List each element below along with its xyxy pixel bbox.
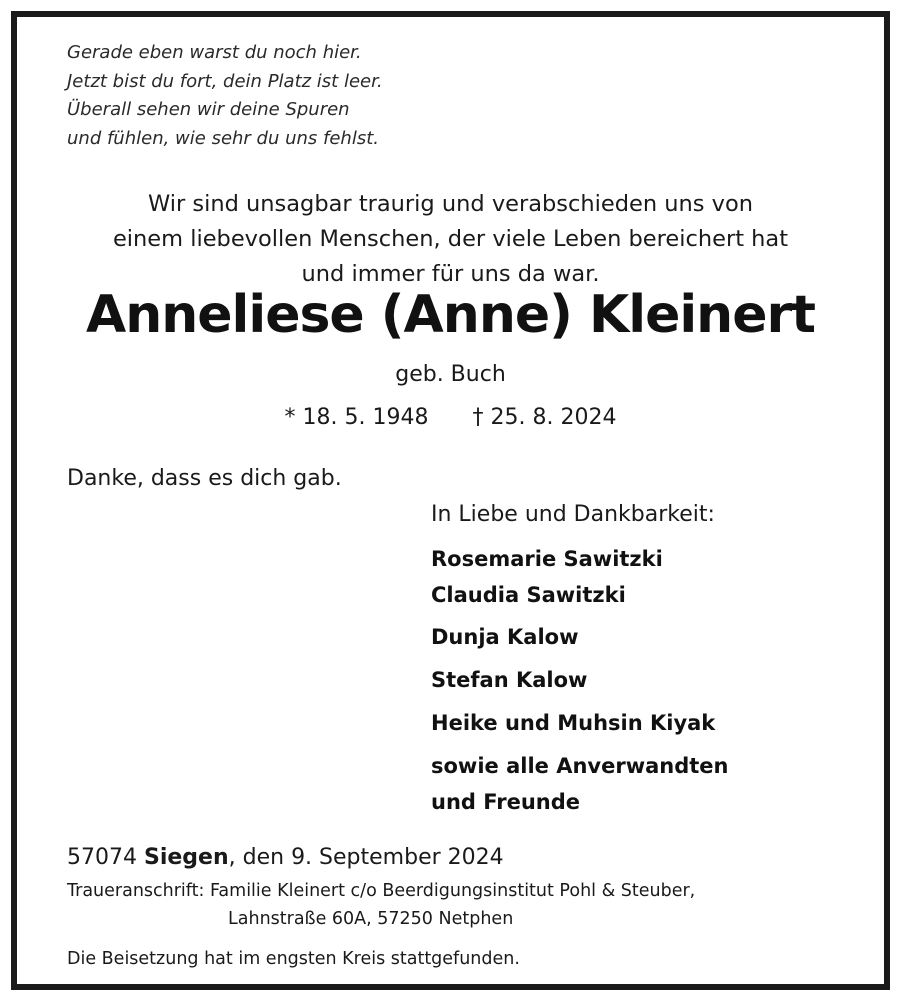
postal-code: 57074 [67, 845, 137, 870]
death-date: † 25. 8. 2024 [472, 405, 617, 430]
obituary-frame [11, 11, 890, 990]
place-date-line [67, 845, 504, 870]
mourner-name: und Freunde [431, 790, 581, 814]
maiden-name: geb. Buch [395, 362, 506, 387]
mourner-name: Claudia Sawitzki [431, 583, 626, 607]
deceased-name: Anneliese (Anne) Kleinert [86, 285, 815, 345]
burial-note: Die Beisetzung hat im engsten Kreis stattgefunden. [67, 949, 520, 969]
mourner-name: sowie alle Anverwandten [431, 754, 729, 778]
poem [67, 39, 383, 153]
city: Siegen [144, 845, 229, 870]
gratitude-line: In Liebe und Dankbarkeit: [431, 502, 715, 527]
intro-text [17, 187, 884, 292]
intro-line: einem liebevollen Menschen, der viele Leben bereichert hat [112, 226, 789, 252]
mourning-address-line: Traueranschrift: Familie Kleinert c/o Beerdigungsinstitut Pohl & Steuber, [67, 881, 696, 901]
birth-date: * 18. 5. 1948 [284, 405, 429, 430]
mourner-name: Dunja Kalow [431, 625, 579, 649]
thanks-line: Danke, dass es dich gab. [67, 466, 342, 491]
mourner-name: Stefan Kalow [431, 668, 588, 692]
poem-line: und fühlen, wie sehr du uns fehlst. [67, 127, 379, 149]
date: , den 9. September 2024 [228, 845, 504, 870]
poem-line: Überall sehen wir deine Spuren [67, 99, 350, 120]
mourner-name: Heike und Muhsin Kiyak [431, 711, 716, 735]
mourning-address-line: Lahnstraße 60A, 57250 Netphen [228, 909, 514, 929]
mourner-name: Rosemarie Sawitzki [431, 547, 663, 571]
poem-line: Gerade eben warst du noch hier. [67, 42, 362, 63]
poem-line: Jetzt bist du fort, dein Platz ist leer. [67, 70, 383, 92]
intro-line: und immer für uns da war. [301, 261, 600, 287]
life-dates [17, 405, 884, 430]
intro-line: Wir sind unsagbar traurig und verabschieden uns von [147, 191, 754, 217]
